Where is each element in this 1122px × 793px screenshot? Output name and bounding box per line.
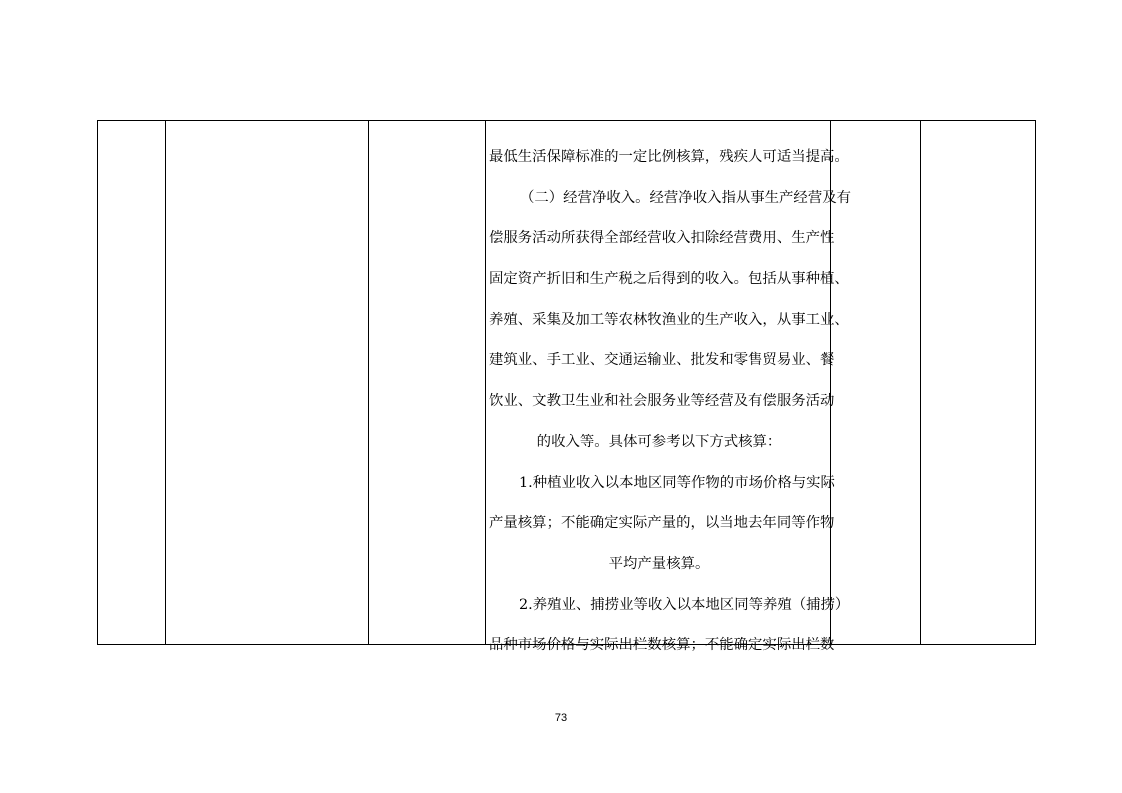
table-cell-empty [921,121,1036,645]
text-line: （二）经营净收入。经营净收入指从事生产经营及有 [520,189,851,206]
table-cell-empty [166,121,369,645]
page-number: 73 [554,712,568,724]
cell-text-block [486,137,851,666]
table-cell-empty [369,121,486,645]
table-row [98,121,1036,645]
text-line: 饮业、文教卫生业和社会服务业等经营及有偿服务活动 [489,393,835,410]
text-line: 最低生活保障标准的一定比例核算，残疾人可适当提高。 [489,149,849,165]
text-line: 养殖、采集及加工等农林牧渔业的生产收入，从事工业、 [489,311,849,328]
text-line: 产量核算；不能确定实际产量的，以当地去年同等作物 [489,515,835,532]
table-cell-empty [98,121,166,645]
text-line: 1.种植业收入以本地区同等作物的市场价格与实际 [519,474,835,491]
text-line: 2.养殖业、捕捞业等收入以本地区同等养殖（捕捞） [519,596,850,613]
table-cell-text [486,121,851,654]
text-line: 建筑业、手工业、交通运输业、批发和零售贸易业、餐 [489,352,835,369]
text-line: 的收入等。具体可参考以下方式核算： [536,433,782,450]
text-line: 品种市场价格与实际出栏数核算；不能确定实际出栏数 [489,637,835,654]
content-table [97,120,1036,654]
text-line: 固定资产折旧和生产税之后得到的收入。包括从事种植、 [489,271,849,288]
text-line: 偿服务活动所获得全部经营收入扣除经营费用、生产性 [489,230,835,247]
text-line: 平均产量核算。 [608,555,710,572]
